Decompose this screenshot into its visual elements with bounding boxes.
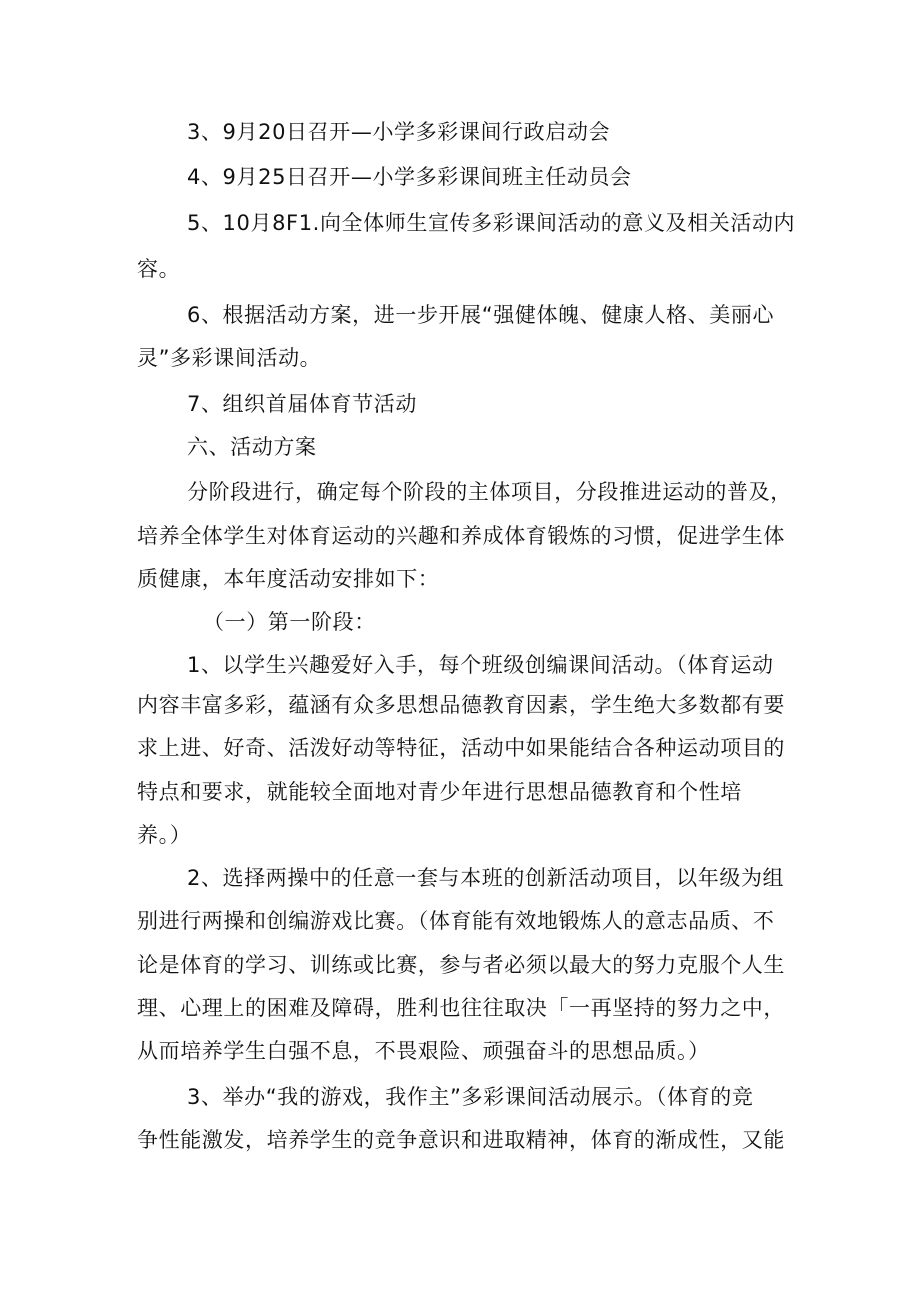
text-line: 3、9月20日召开—小学多彩课间行政启动会 [187,120,611,144]
text-line: 1、以学生兴趣爱好入手，每个班级创编课间活动。（体育运动 [187,653,774,677]
text-line: 6、根据活动方案，进一步开展“强健体魄、健康人格、美丽心 [187,303,775,327]
text-line: 论是体育的学习、训练或比赛，参与者必须以最大的努力克服个人生 [137,953,785,977]
text-line: 从而培养学生白强不息，不畏艰险、顽强奋斗的思想品质。） [137,1039,710,1063]
section-heading: 六、活动方案 [187,435,317,459]
text-line: 4、9月25日召开—小学多彩课间班主任动员会 [187,165,632,189]
text-line: 内容丰富多彩，蕴涵有众多思想品德教育因素，学生绝大多数都有要 [137,693,785,717]
text-line: 2、选择两操中的任意一套与本班的创新活动项目，以年级为组 [187,866,785,890]
text-line: 质健康，本年度活动安排如下： [137,567,440,591]
text-line: 特点和要求，就能较全面地对青少年进行思想品德教育和个性培 [137,780,742,804]
text-line: 求上进、好奇、活泼好动等特征，活动中如果能结合各种运动项目的 [137,736,785,760]
text-line: 灵”多彩课间活动。 [137,346,322,370]
text-line: 理、心理上的困难及障碍，胜利也往往取决「一再坚持的努力之中， [137,996,785,1020]
text-line: 5、10月8F1.向全体师生宣传多彩课间活动的意义及相关活动内 [187,211,796,235]
text-line: 争性能激发，培养学生的竞争意识和进取精神，体育的渐成性，又能 [137,1128,785,1152]
text-line: 培养全体学生对体育运动的兴趣和养成体育锻炼的习惯，促进学生体 [137,524,785,548]
text-line: 容。 [137,257,181,281]
text-line: 别进行两操和创编游戏比赛。（体育能有效地锻炼人的意志品质、不 [137,909,775,933]
subsection-heading: （一）第一阶段： [203,610,376,634]
text-line: 7、组织首届体育节活动 [187,392,417,416]
text-line: 分阶段进行，确定每个阶段的主体项目，分段推进运动的普及， [187,480,792,504]
text-line: 3、举办“我的游戏，我作主”多彩课间活动展示。（体育的竞 [187,1085,754,1109]
text-line: 养。） [137,823,192,847]
